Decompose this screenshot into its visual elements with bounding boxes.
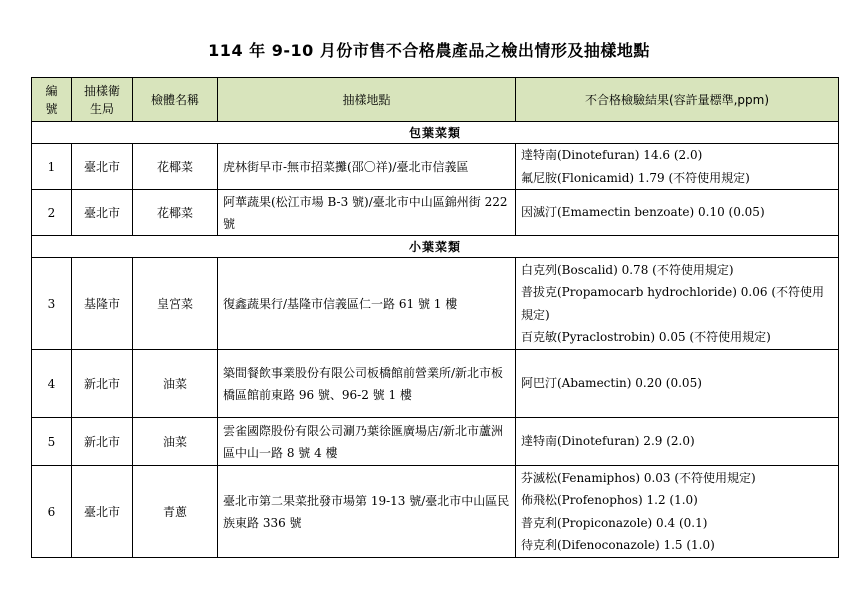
page-title: 114 年 9-10 月份市售不合格農產品之檢出情形及抽樣地點 — [208, 41, 650, 60]
table-header-row — [32, 78, 839, 122]
row-results — [516, 258, 839, 350]
result-item: 佈飛松(Profenophos) 1.2 (1.0) — [521, 493, 698, 507]
row-sample-name: 油菜 — [133, 418, 218, 466]
result-item: 普拔克(Propamocarb hydrochloride) 0.06 (不符使用規定) — [521, 285, 824, 322]
table-row — [32, 350, 839, 418]
row-location: 雲雀國際股份有限公司涮乃葉徐匯廣場店/新北市蘆洲區中山一路 8 號 4 樓 — [218, 418, 516, 466]
row-sample-name: 花椰菜 — [133, 144, 218, 190]
row-location: 虎林街早市-無市招菜攤(邵〇祥)/臺北市信義區 — [218, 144, 516, 190]
row-bureau: 臺北市 — [72, 190, 133, 236]
row-sample-name: 皇宮菜 — [133, 258, 218, 350]
row-bureau: 臺北市 — [72, 144, 133, 190]
row-bureau: 新北市 — [72, 350, 133, 418]
row-results — [516, 144, 839, 190]
table-row — [32, 418, 839, 466]
row-bureau: 新北市 — [72, 418, 133, 466]
result-item: 達特南(Dinotefuran) 14.6 (2.0) — [521, 148, 703, 162]
category-row — [32, 236, 839, 258]
result-item: 阿巴汀(Abamectin) 0.20 (0.05) — [521, 376, 702, 391]
row-sample-name: 青蔥 — [133, 466, 218, 558]
result-item: 百克敏(Pyraclostrobin) 0.05 (不符使用規定) — [521, 330, 771, 344]
header-location: 抽樣地點 — [218, 78, 516, 122]
row-bureau: 臺北市 — [72, 466, 133, 558]
row-bureau: 基隆市 — [72, 258, 133, 350]
table-row — [32, 258, 839, 350]
table-row — [32, 466, 839, 558]
header-result: 不合格檢驗結果(容許量標準,ppm) — [516, 78, 839, 122]
row-location: 阿華蔬果(松江市場 B-3 號)/臺北市中山區錦州街 222 號 — [218, 190, 516, 236]
row-sample-name: 油菜 — [133, 350, 218, 418]
inspection-table — [31, 77, 839, 558]
result-item: 氟尼胺(Flonicamid) 1.79 (不符使用規定) — [521, 170, 750, 185]
result-item: 因滅汀(Emamectin benzoate) 0.10 (0.05) — [521, 205, 765, 220]
category-label: 包葉菜類 — [32, 122, 839, 144]
result-item: 白克列(Boscalid) 0.78 (不符使用規定) — [521, 262, 734, 277]
row-location: 臺北市第二果菜批發市場第 19-13 號/臺北市中山區民族東路 336 號 — [218, 466, 516, 558]
row-no: 4 — [32, 350, 72, 418]
table-row — [32, 190, 839, 236]
row-results — [516, 418, 839, 466]
result-item: 芬滅松(Fenamiphos) 0.03 (不符使用規定) — [521, 470, 756, 485]
row-results — [516, 466, 839, 558]
row-no: 6 — [32, 466, 72, 558]
header-bureau: 抽樣衛生局 — [72, 78, 133, 122]
row-results — [516, 190, 839, 236]
result-item: 普克利(Propiconazole) 0.4 (0.1) — [521, 515, 708, 530]
category-label: 小葉菜類 — [32, 236, 839, 258]
row-no: 5 — [32, 418, 72, 466]
result-item: 達特南(Dinotefuran) 2.9 (2.0) — [521, 434, 695, 449]
header-sample-name: 檢體名稱 — [133, 78, 218, 122]
row-no: 2 — [32, 190, 72, 236]
row-location: 復鑫蔬果行/基隆市信義區仁一路 61 號 1 樓 — [218, 258, 516, 350]
row-no: 3 — [32, 258, 72, 350]
header-no: 編號 — [32, 78, 72, 122]
row-no: 1 — [32, 144, 72, 190]
table-row — [32, 144, 839, 190]
row-results — [516, 350, 839, 418]
row-location: 築間餐飲事業股份有限公司板橋館前營業所/新北市板橋區館前東路 96 號、96-2 號 1 樓 — [218, 350, 516, 418]
category-row — [32, 122, 839, 144]
row-sample-name: 花椰菜 — [133, 190, 218, 236]
result-item: 待克利(Difenoconazole) 1.5 (1.0) — [521, 538, 715, 552]
